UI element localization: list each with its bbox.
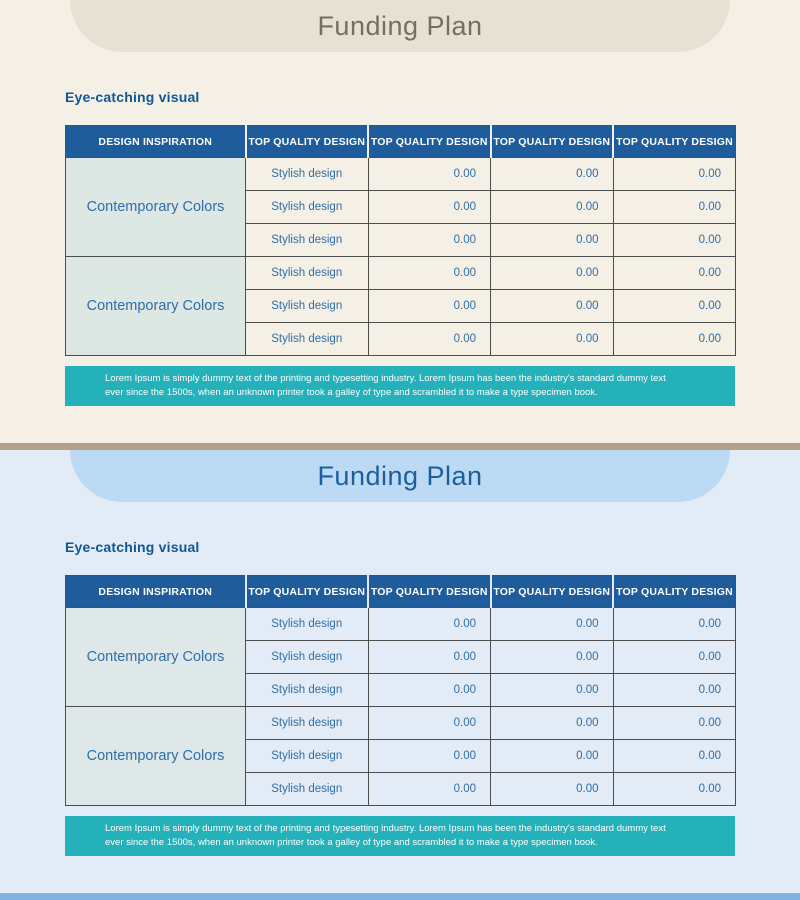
column-header-design-inspiration: DESIGN INSPIRATION [66,576,246,608]
table-row [66,707,736,740]
value-cell: 0.00 [613,773,736,806]
value-cell: 0.00 [491,740,614,773]
section-subtitle: Eye-catching visual [65,539,200,555]
note-bar: Lorem Ipsum is simply dummy text of the printing and typesetting industry. Lorem Ipsum has been the industry's standard dummy text ever since the 1500s, when an unknown printer took a galley of type and scrambled it to make a type specimen book. [65,816,735,856]
value-cell: 0.00 [491,608,614,641]
table-row [66,158,736,191]
column-header-design-inspiration: DESIGN INSPIRATION [66,126,246,158]
value-cell: 0.00 [491,773,614,806]
value-cell: 0.00 [613,158,736,191]
value-cell: 0.00 [368,191,491,224]
funding-plan-panel-top [0,0,800,443]
note-bar: Lorem Ipsum is simply dummy text of the printing and typesetting industry. Lorem Ipsum has been the industry's standard dummy text ever since the 1500s, when an unknown printer took a galley of type and scrambled it to make a type specimen book. [65,366,735,406]
design-name-cell: Stylish design [246,707,369,740]
design-name-cell: Stylish design [246,773,369,806]
value-cell: 0.00 [491,290,614,323]
value-cell: 0.00 [368,773,491,806]
group-label-cell: Contemporary Colors [66,608,246,707]
value-cell: 0.00 [491,191,614,224]
section-subtitle: Eye-catching visual [65,89,200,105]
column-header-top-quality-3: TOP QUALITY DESIGN [491,126,614,158]
value-cell: 0.00 [368,158,491,191]
panel-divider [0,443,800,450]
design-name-cell: Stylish design [246,740,369,773]
value-cell: 0.00 [491,641,614,674]
design-name-cell: Stylish design [246,323,369,356]
bottom-accent-strip [0,893,800,900]
value-cell: 0.00 [613,740,736,773]
value-cell: 0.00 [613,191,736,224]
value-cell: 0.00 [613,707,736,740]
value-cell: 0.00 [368,707,491,740]
column-header-top-quality-1: TOP QUALITY DESIGN [246,126,369,158]
value-cell: 0.00 [368,257,491,290]
column-header-top-quality-1: TOP QUALITY DESIGN [246,576,369,608]
page-title: Funding Plan [317,10,483,41]
value-cell: 0.00 [613,257,736,290]
column-header-top-quality-3: TOP QUALITY DESIGN [491,576,614,608]
value-cell: 0.00 [613,323,736,356]
value-cell: 0.00 [613,674,736,707]
value-cell: 0.00 [613,224,736,257]
design-name-cell: Stylish design [246,191,369,224]
value-cell: 0.00 [491,674,614,707]
value-cell: 0.00 [368,674,491,707]
value-cell: 0.00 [368,608,491,641]
page-title: Funding Plan [317,460,483,491]
design-name-cell: Stylish design [246,224,369,257]
value-cell: 0.00 [368,224,491,257]
group-label-cell: Contemporary Colors [66,707,246,806]
value-cell: 0.00 [613,641,736,674]
value-cell: 0.00 [613,608,736,641]
table-header-row [66,126,736,158]
value-cell: 0.00 [368,290,491,323]
funding-plan-panel-bottom [0,450,800,893]
title-band [70,450,730,502]
funding-table [65,125,736,356]
value-cell: 0.00 [613,290,736,323]
value-cell: 0.00 [368,323,491,356]
design-name-cell: Stylish design [246,257,369,290]
value-cell: 0.00 [368,641,491,674]
design-name-cell: Stylish design [246,158,369,191]
group-label-cell: Contemporary Colors [66,158,246,257]
column-header-top-quality-4: TOP QUALITY DESIGN [613,576,736,608]
table-row [66,257,736,290]
design-name-cell: Stylish design [246,641,369,674]
group-label-cell: Contemporary Colors [66,257,246,356]
design-name-cell: Stylish design [246,674,369,707]
value-cell: 0.00 [491,158,614,191]
funding-table [65,575,736,806]
column-header-top-quality-2: TOP QUALITY DESIGN [368,576,491,608]
column-header-top-quality-4: TOP QUALITY DESIGN [613,126,736,158]
value-cell: 0.00 [491,707,614,740]
design-name-cell: Stylish design [246,290,369,323]
table-row [66,608,736,641]
title-band [70,0,730,52]
value-cell: 0.00 [368,740,491,773]
table-header-row [66,576,736,608]
design-name-cell: Stylish design [246,608,369,641]
value-cell: 0.00 [491,224,614,257]
value-cell: 0.00 [491,257,614,290]
value-cell: 0.00 [491,323,614,356]
column-header-top-quality-2: TOP QUALITY DESIGN [368,126,491,158]
